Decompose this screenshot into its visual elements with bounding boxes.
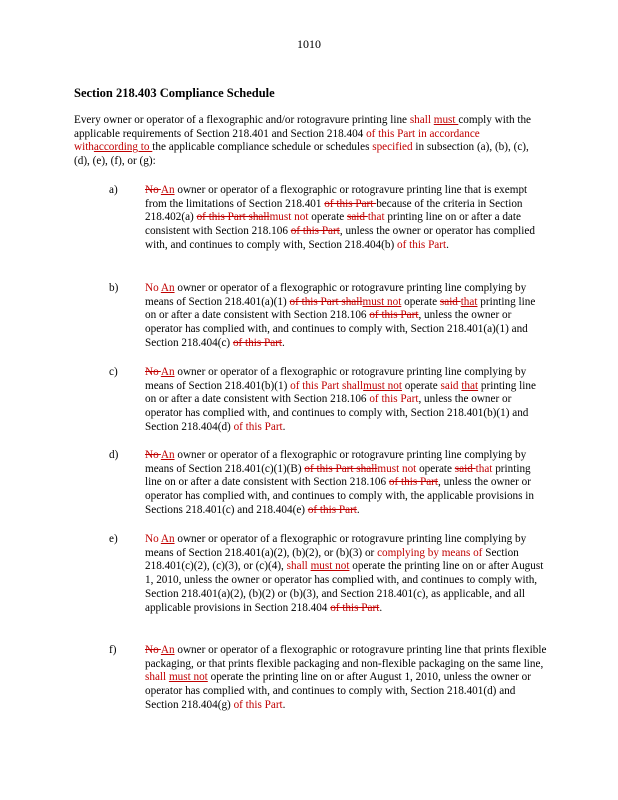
body-text: owner or operator of a flexographic or rotogravure printing line complying by means of Section 218.401(a)(2), (b)(2), or (b)(3) or	[145, 533, 527, 559]
body-text: Every owner or operator of a flexographic and/or rotogravure printing line	[74, 114, 410, 126]
subsection-d	[109, 449, 549, 518]
body-text: , unless the owner or operator has complied with, and continues to comply with, Section 218.401(b)(1) and Section 218.404(d)	[145, 393, 529, 433]
body-text: the applicable compliance schedule or schedules	[152, 141, 373, 154]
body-text: operate the printing line on or after August 1, 2010, unless the owner or operator has complied with, and continues to comply with, Section 218.401(d) and Section 218.404(g)	[145, 671, 531, 711]
deleted-text: of this Part shall	[196, 211, 270, 224]
inserted-text: An	[160, 366, 175, 378]
inserted-text: of this Part	[397, 238, 447, 251]
inserted-text: shall	[145, 671, 169, 684]
body-text: owner or operator of a flexographic or rotogravure printing line that prints flexible packaging, or that prints flexible packaging and non-flexible packaging on the same line,	[145, 644, 547, 670]
body-text: .	[282, 336, 285, 349]
body-text: Section 218.401(c)(2), (c)(3), or (c)(4),	[145, 546, 519, 573]
subsection-label: a)	[109, 184, 118, 196]
inserted-text: that	[367, 211, 385, 224]
inserted-text: of this Part shall	[290, 379, 364, 392]
inserted-text: must not	[168, 671, 208, 684]
inserted-text: of this Part	[233, 420, 283, 433]
intro-paragraph	[74, 114, 544, 169]
inserted-text: An	[160, 184, 175, 196]
body-text: operate	[416, 462, 455, 475]
body-text: , unless the owner or operator has complied with, and continues to comply with, Section 218.404(b)	[145, 225, 535, 251]
body-text: in subsection (a), (b), (c), (d), (e), (f), or (g):	[74, 141, 529, 168]
inserted-text: of this Part in accordance with	[74, 127, 480, 154]
inserted-text: An	[160, 533, 175, 545]
deleted-text: of this Part	[232, 336, 283, 349]
inserted-text: of this Part	[369, 393, 419, 406]
body-text: because of the criteria in Section 218.402(a)	[145, 197, 523, 224]
inserted-text: An	[160, 282, 175, 294]
deleted-text: of this Part	[330, 601, 380, 614]
subsection-f	[109, 644, 549, 713]
section-heading: Section 218.403 Compliance Schedule	[74, 86, 275, 100]
inserted-text: according to	[93, 141, 153, 154]
subsection-label: d)	[109, 449, 119, 461]
deleted-text: of this Part	[307, 503, 357, 516]
inserted-text: said	[440, 379, 462, 392]
inserted-text: No	[145, 282, 161, 294]
inserted-text: must not	[363, 379, 402, 392]
inserted-text: must not	[362, 295, 402, 308]
body-text: .	[379, 601, 383, 614]
subsection-label: b)	[109, 282, 119, 294]
subsection-text	[145, 282, 549, 351]
deleted-text: said	[439, 295, 461, 308]
inserted-text: An	[160, 644, 175, 656]
subsection-label: f)	[109, 644, 117, 656]
subsection-text	[145, 366, 549, 435]
body-text: operate the printing line on or after August 1, 2010, unless the owner or operator has complied with, and continues to comply with, Section 218.401(a)(2), (b)(2) or (b)(3), and Section 218.401(c), as applicable, and all applicable provisions in Section 218.404	[145, 560, 544, 614]
body-text: , unless the owner or operator has complied with, and continues to comply with, the applicable provisions in Sections 218.401(c) and 218.404(e)	[145, 476, 534, 516]
deleted-text: of this Part	[290, 225, 340, 238]
inserted-text: No	[145, 533, 161, 545]
inserted-text: that	[461, 379, 479, 392]
inserted-text: complying by means of	[377, 546, 483, 559]
inserted-text: An	[160, 449, 175, 461]
deleted-text: of this Part shall	[304, 462, 378, 475]
subsection-text	[145, 184, 549, 253]
inserted-text: shall	[286, 560, 311, 573]
deleted-text: said	[346, 211, 368, 224]
body-text: printing line on or after a date consistent with Section 218.106	[145, 211, 521, 238]
body-text: .	[356, 503, 360, 516]
body-text: , unless the owner or operator has complied with, and continues to comply with, Section 218.401(a)(1) and Section 218.404(c)	[145, 309, 528, 349]
deleted-text: of this Part	[369, 309, 419, 322]
deleted-text: said	[454, 462, 476, 475]
body-text: operate	[401, 295, 440, 308]
body-text: printing line on or after a date consistent with Section 218.106	[145, 462, 531, 489]
deleted-text: No	[145, 644, 161, 656]
body-text: printing line on or after a date consistent with Section 218.106	[145, 379, 536, 406]
deleted-text: No	[145, 449, 161, 461]
body-text: owner or operator of a flexographic or rotogravure printing line complying by means of Section 218.401(c)(1)(B)	[145, 449, 527, 475]
deleted-text: of this Part	[388, 476, 439, 489]
inserted-text: must not	[269, 211, 309, 224]
body-text: comply with the applicable requirements of Section 218.401 and Section 218.404	[74, 114, 532, 140]
body-text: owner or operator of a flexographic or rotogravure printing line complying by means of Section 218.401(b)(1)	[145, 366, 527, 392]
inserted-text: that	[460, 295, 478, 308]
inserted-text: that	[475, 462, 493, 475]
subsection-a	[109, 184, 549, 253]
inserted-text: must	[433, 114, 459, 126]
body-text: .	[282, 420, 286, 433]
body-text: owner or operator of a flexographic or rotogravure printing line complying by means of Section 218.401(a)(1)	[145, 282, 527, 308]
deleted-text: No	[145, 366, 161, 378]
deleted-text: of this Part shall	[289, 295, 363, 308]
deleted-text: No	[145, 184, 161, 196]
body-text: operate	[401, 379, 441, 392]
subsection-b	[109, 282, 549, 351]
body-text: .	[446, 238, 449, 251]
inserted-text: shall	[409, 114, 434, 126]
body-text: .	[282, 698, 286, 711]
subsection-c	[109, 366, 549, 435]
subsection-label: e)	[109, 533, 118, 545]
subsection-label: c)	[109, 366, 118, 378]
body-text: owner or operator of a flexographic or rotogravure printing line that is exempt from the limitations of Section 218.401	[145, 184, 528, 210]
subsection-text	[145, 644, 549, 713]
inserted-text: must not	[377, 462, 417, 475]
page-number: 1010	[297, 37, 321, 51]
inserted-text: of this Part	[233, 698, 283, 711]
subsection-e	[109, 533, 549, 615]
deleted-text: of this Part	[324, 197, 377, 210]
body-text: printing line on or after a date consistent with Section 218.106	[145, 295, 536, 322]
subsection-text	[145, 533, 549, 615]
subsection-text	[145, 449, 549, 518]
body-text: operate	[308, 211, 347, 224]
inserted-text: must not	[310, 560, 350, 573]
inserted-text: specified	[372, 141, 413, 154]
